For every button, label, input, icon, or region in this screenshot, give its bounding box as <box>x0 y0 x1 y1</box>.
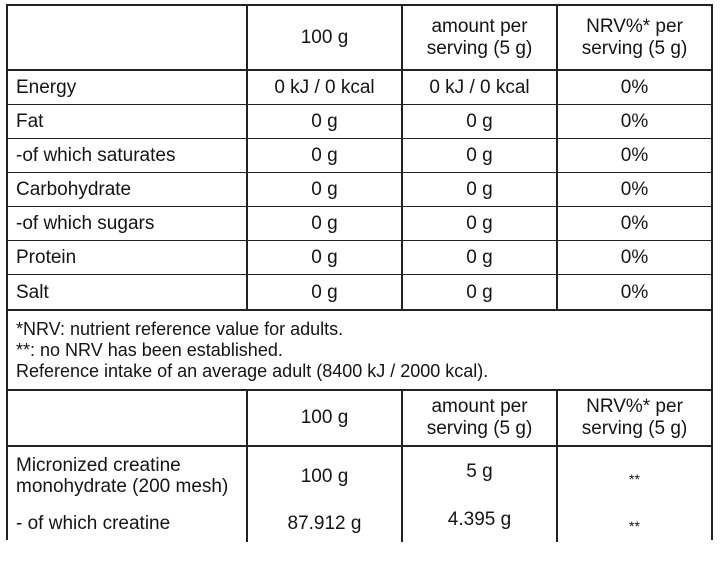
table-row-protein <box>8 241 711 275</box>
nutrition-panel <box>6 4 713 540</box>
serving-value: 0 g <box>466 281 493 303</box>
table1-header-corner <box>8 6 246 69</box>
nrv-value: 0% <box>620 281 649 303</box>
per100-cell <box>246 241 401 274</box>
per100-cell <box>246 105 401 138</box>
serving-cell <box>401 173 556 206</box>
table1-header-serving <box>401 6 556 69</box>
row-label-cell <box>8 275 246 309</box>
row-label-cell <box>8 139 246 172</box>
serving-value: 0 g <box>466 179 493 200</box>
header-label: amount per serving (5 g) <box>426 396 533 439</box>
row-label-cell <box>8 207 246 240</box>
row-label-cell <box>8 105 246 138</box>
nrv-value: 0% <box>620 179 649 200</box>
per100-value: 0 g <box>311 213 338 234</box>
nrv-cell <box>556 71 711 104</box>
table-row-carbohydrate <box>8 173 711 207</box>
table2-header-nrv <box>556 391 711 445</box>
nrv-cell <box>556 173 711 206</box>
per100-value: 0 g <box>311 111 338 132</box>
table2-header-per100 <box>246 391 401 445</box>
row-label: Carbohydrate <box>16 179 132 200</box>
row-label: -of which sugars <box>16 213 155 234</box>
serving-cell <box>401 447 556 505</box>
row-label-cell <box>8 173 246 206</box>
nrv-cell <box>556 139 711 172</box>
table-row-salt <box>8 275 711 311</box>
serving-cell <box>401 139 556 172</box>
nrv-value: 0% <box>620 145 649 166</box>
per100-value: 100 g <box>300 465 349 487</box>
serving-value: 0 g <box>466 145 493 166</box>
table-row-creatine-monohydrate <box>8 447 711 505</box>
nrv-value: 0% <box>620 247 649 268</box>
row-label-cell <box>8 71 246 104</box>
nrv-value: 0% <box>620 213 649 234</box>
nrv-cell <box>556 207 711 240</box>
header-label: 100 g <box>300 407 349 428</box>
row-label: - of which creatine <box>16 513 171 534</box>
per100-value: 0 g <box>311 247 338 268</box>
nrv-value: ** <box>629 518 640 534</box>
footnotes <box>16 319 488 382</box>
per100-cell <box>246 505 401 542</box>
row-label-cell <box>8 447 246 505</box>
per100-value: 0 g <box>311 179 338 200</box>
row-label: Protein <box>16 247 77 268</box>
serving-cell <box>401 207 556 240</box>
row-label: Energy <box>16 77 77 98</box>
per100-cell <box>246 139 401 172</box>
per100-cell <box>246 173 401 206</box>
table2-header-corner <box>8 391 246 445</box>
footnotes-block <box>8 311 711 391</box>
serving-cell <box>401 71 556 104</box>
per100-cell <box>246 71 401 104</box>
serving-value: 5 g <box>466 461 493 482</box>
serving-value: 0 g <box>466 213 493 234</box>
header-label: NRV%* per serving (5 g) <box>581 396 688 439</box>
row-label: Fat <box>16 111 44 132</box>
footnote-reference-intake: Reference intake of an average adult (8400 kJ / 2000 kcal). <box>16 361 489 381</box>
serving-value: 0 kJ / 0 kcal <box>429 77 530 98</box>
serving-cell <box>401 275 556 309</box>
serving-value: 0 g <box>466 247 493 268</box>
nrv-cell <box>556 275 711 309</box>
footnote-no-nrv: **: no NRV has been established. <box>16 340 283 360</box>
serving-value: 4.395 g <box>447 509 512 530</box>
table1-header-row <box>8 6 711 71</box>
per100-value: 0 kJ / 0 kcal <box>274 77 375 98</box>
per100-cell <box>246 447 401 505</box>
table-row-of-which-creatine <box>8 505 711 542</box>
per100-cell <box>246 275 401 309</box>
per100-value: 87.912 g <box>287 513 362 534</box>
nrv-value: ** <box>629 470 640 487</box>
serving-value: 0 g <box>466 111 493 132</box>
serving-cell <box>401 505 556 542</box>
table2-header-serving <box>401 391 556 445</box>
nrv-cell <box>556 505 711 542</box>
per100-value: 0 g <box>311 281 338 303</box>
table-row-sugars <box>8 207 711 241</box>
table2-header-row <box>8 391 711 447</box>
table1-header-per100 <box>246 6 401 69</box>
row-label: -of which saturates <box>16 145 176 166</box>
row-label: Salt <box>16 281 49 303</box>
nrv-cell <box>556 241 711 274</box>
table-row-energy <box>8 71 711 105</box>
row-label-cell <box>8 505 246 542</box>
nrv-value: 0% <box>620 111 649 132</box>
nrv-cell <box>556 105 711 138</box>
per100-value: 0 g <box>311 145 338 166</box>
row-label: Micronized creatine monohydrate (200 mesh) <box>16 455 229 497</box>
nrv-cell <box>556 447 711 505</box>
header-label: amount per serving (5 g) <box>426 15 533 59</box>
header-label: 100 g <box>300 26 349 48</box>
row-label-cell <box>8 241 246 274</box>
serving-cell <box>401 105 556 138</box>
serving-cell <box>401 241 556 274</box>
footnote-nrv: *NRV: nutrient reference value for adults. <box>16 319 344 339</box>
table-row-fat <box>8 105 711 139</box>
header-label: NRV%* per serving (5 g) <box>581 15 688 59</box>
table-row-saturates <box>8 139 711 173</box>
nrv-value: 0% <box>620 77 649 98</box>
table1-header-nrv <box>556 6 711 69</box>
per100-cell <box>246 207 401 240</box>
